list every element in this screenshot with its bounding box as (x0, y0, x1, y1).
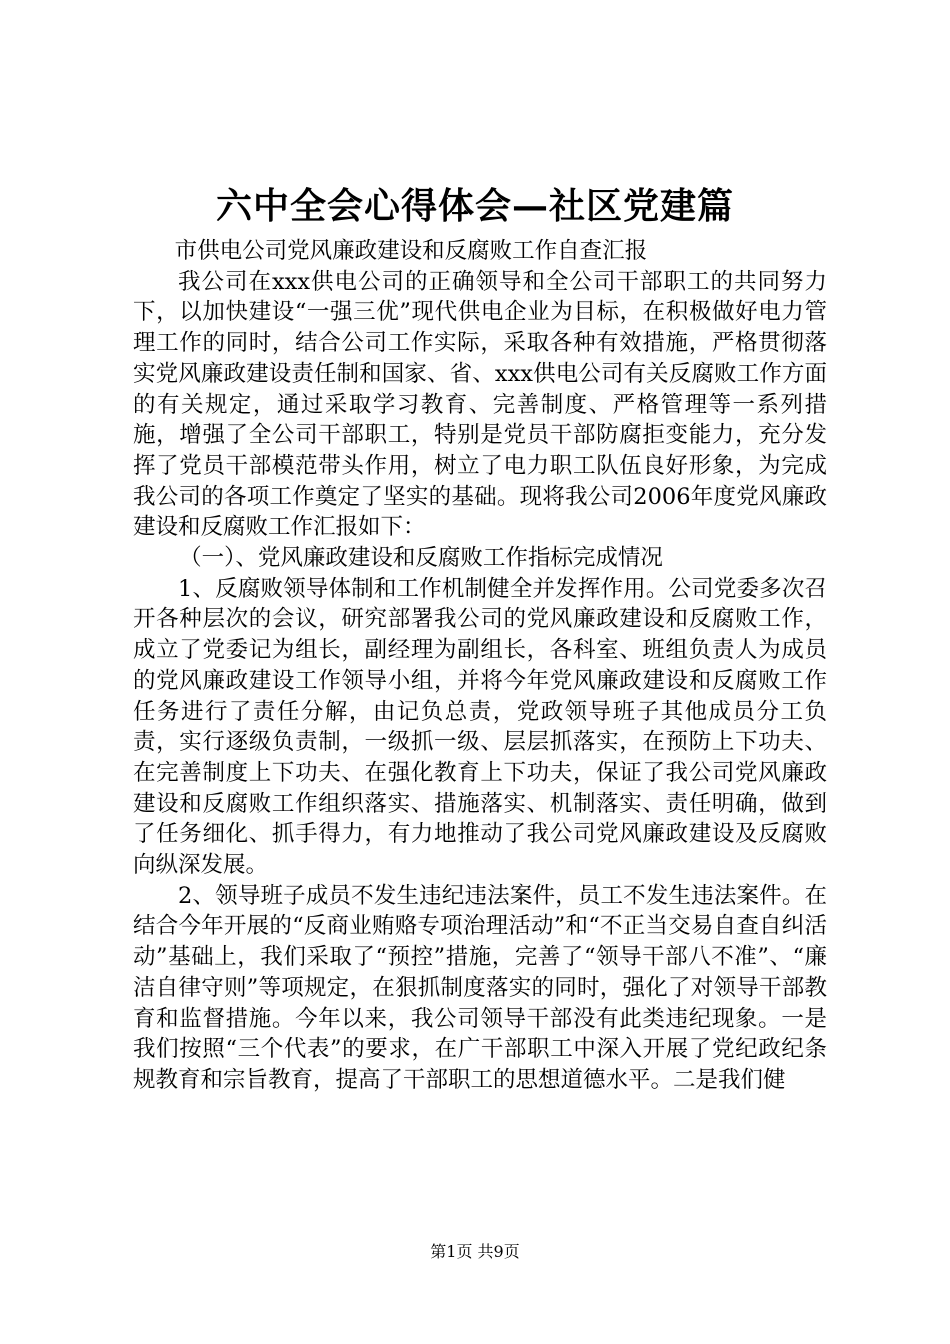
document-subtitle: 市供电公司党风廉政建设和反腐败工作自查汇报 (174, 238, 648, 264)
paragraph-intro: 我公司在xxx供电公司的正确领导和全公司干部职工的共同努力下，以加快建设“一强三优”现代供电企业为目标，在积极做好电力管理工作的同时，结合公司工作实际，采取各种有效措施，严格贯彻落实党风廉政建设责任制和国家、省、xxx供电公司有关反腐败工作方面的有关规定，通过采取学习教育、完善制度、严格管理等一系列措施，增强了全公司干部职工，特别是党员干部防腐拒变能力，充分发挥了党员干部模范带头作用，树立了电力职工队伍良好形象，为完成我公司的各项工作奠定了坚实的基础。现将我公司2006年度党风廉政建设和反腐败工作汇报如下： (133, 268, 827, 541)
document-title: 六中全会心得体会—社区党建篇 (215, 185, 734, 227)
document-body (133, 236, 827, 1096)
paragraph-item-2: 2、领导班子成员不发生违纪违法案件，员工不发生违法案件。在结合今年开展的“反商业贿赂专项治理活动”和“不正当交易自查自纠活动”基础上，我们采取了“预控”措施，完善了“领导干部八不准”、“廉洁自律守则”等项规定，在狠抓制度落实的同时，强化了对领导干部教育和监督措施。今年以来，我公司领导干部没有此类违纪现象。一是我们按照“三个代表”的要求，在广干部职工中深入开展了党纪政纪条规教育和宗旨教育，提高了干部职工的思想道德水平。二是我们健 (133, 882, 827, 1093)
paragraph-item-1: 1、反腐败领导体制和工作机制健全并发挥作用。公司党委多次召开各种层次的会议，研究部署我公司的党风廉政建设和反腐败工作，成立了党委记为组长，副经理为副组长，各科室、班组负责人为成员的党风廉政建设工作领导小组，并将今年党风廉政建设和反腐败工作任务进行了责任分解，由记负总责，党政领导班子其他成员分工负责，实行逐级负责制，一级抓一级、层层抓落实，在预防上下功夫、在完善制度上下功夫、在强化教育上下功夫，保证了我公司党风廉政建设和反腐败工作组织落实、措施落实、机制落实、责任明确，做到了任务细化、抓手得力，有力地推动了我公司党风廉政建设及反腐败向纵深发展。 (133, 575, 827, 879)
section-heading: （一）、党风廉政建设和反腐败工作指标完成情况 (179, 545, 663, 572)
page-footer: 第1页 共9页 (430, 1242, 520, 1261)
